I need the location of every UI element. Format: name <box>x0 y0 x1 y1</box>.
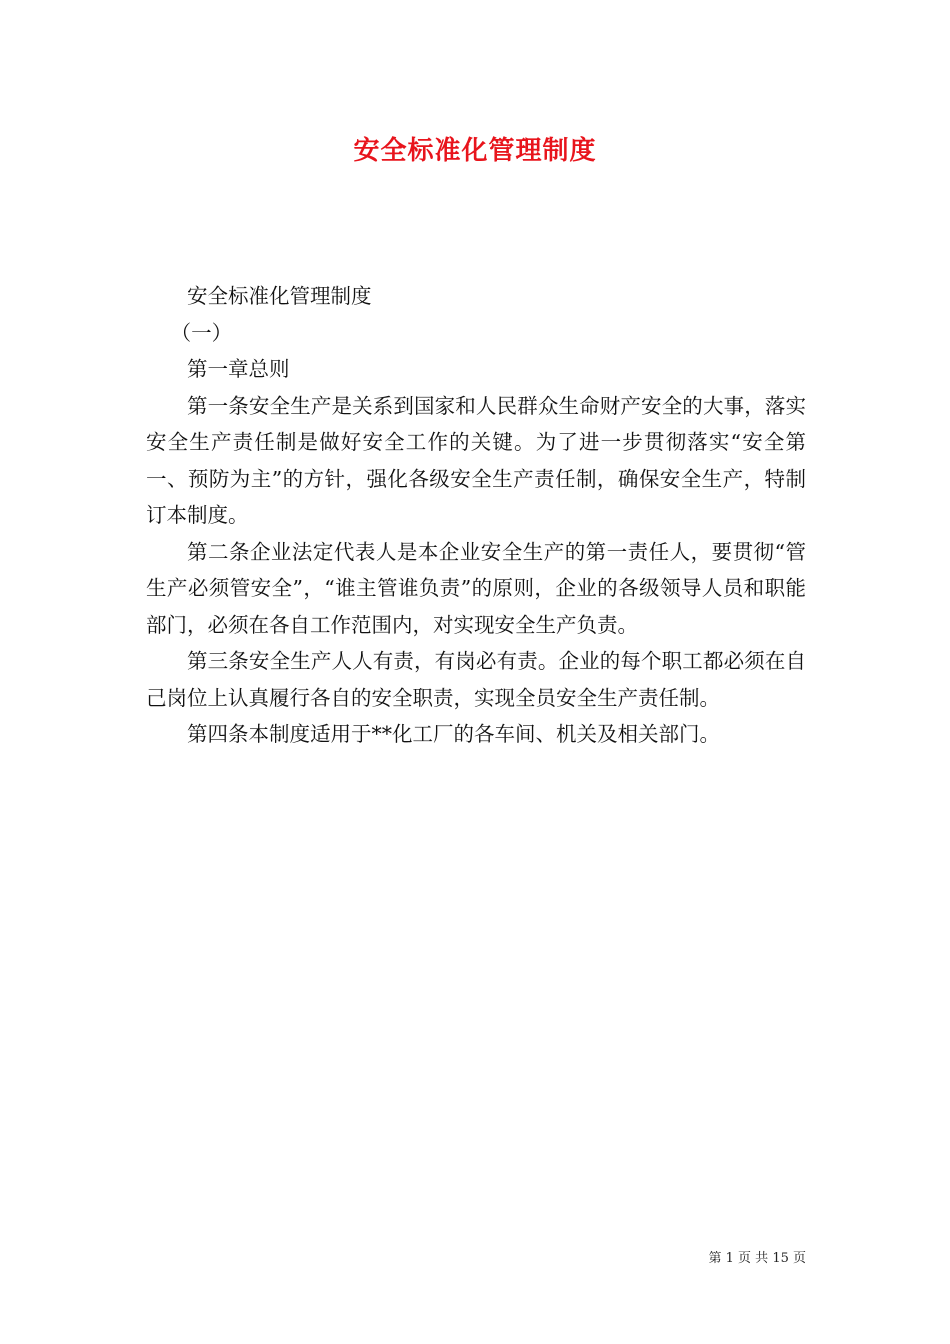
section-number: （一） <box>170 320 233 345</box>
article-1: 第一条安全生产是关系到国家和人民群众生命财产安全的大事，落实安全生产责任制是做好安全工作的关键。为了进一步贯彻落实“安全第一、预防为主”的方针，强化各级安全生产责任制，确保安全生产，特制订本制度。 <box>146 393 806 527</box>
chapter-heading: 第一章总则 <box>187 357 290 381</box>
page-number-footer: 第 1 页 共 15 页 <box>708 1251 806 1266</box>
document-title: 安全标准化管理制度 <box>353 136 597 166</box>
article-4: 第四条本制度适用于**化工厂的各车间、机关及相关部门。 <box>187 722 720 746</box>
section-heading: 安全标准化管理制度 <box>187 284 372 308</box>
article-3: 第三条安全生产人人有责，有岗必有责。企业的每个职工都必须在自己岗位上认真履行各自的安全职责，实现全员安全生产责任制。 <box>146 649 806 710</box>
article-2: 第二条企业法定代表人是本企业安全生产的第一责任人，要贯彻“管生产必须管安全”，“谁主管谁负责”的原则，企业的各级领导人员和职能部门，必须在各自工作范围内，对实现安全生产负责。 <box>146 539 806 637</box>
document-body <box>146 278 806 753</box>
